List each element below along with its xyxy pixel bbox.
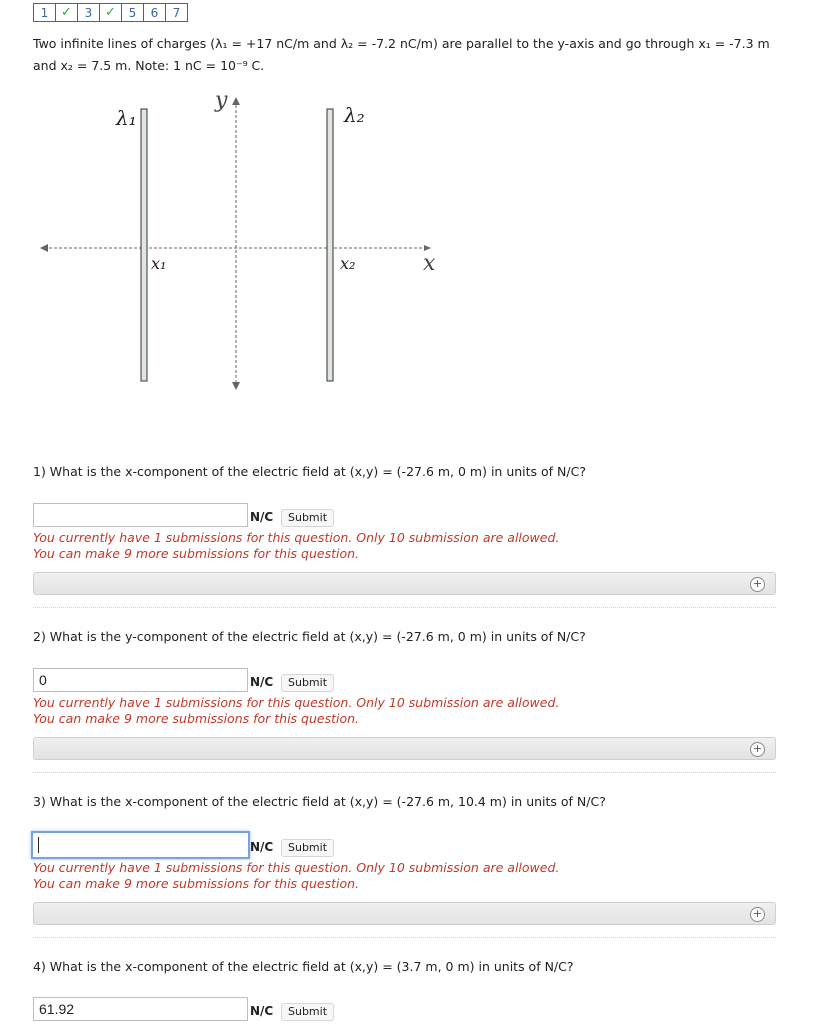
- question-3-submit-button[interactable]: Submit: [281, 839, 334, 857]
- x2-label: x₂: [340, 254, 356, 273]
- plus-icon[interactable]: +: [750, 742, 765, 757]
- question-4-unit: N/C: [250, 1004, 274, 1018]
- y-axis-down-arrow-icon: [232, 382, 240, 390]
- question-1-answer-input[interactable]: [33, 503, 248, 527]
- question-4-text: 4) What is the x-component of the electric field at (x,y) = (3.7 m, 0 m) in units of N/C?: [33, 959, 574, 974]
- question-2-submit-button[interactable]: Submit: [281, 674, 334, 692]
- question-2-text: 2) What is the y-component of the electric field at (x,y) = (-27.6 m, 0 m) in units of N/C?: [33, 629, 586, 644]
- line-charge-2: [327, 109, 333, 381]
- y-axis-up-arrow-icon: [232, 97, 240, 105]
- separator: [33, 937, 776, 938]
- lambda1-label: λ₁: [116, 106, 137, 130]
- x-axis-label: x: [423, 251, 436, 276]
- nav-question-1[interactable]: 1: [33, 3, 56, 22]
- text-caret: [38, 837, 39, 853]
- question-1-hint-bar[interactable]: [33, 572, 776, 595]
- question-3-unit: N/C: [250, 840, 274, 854]
- question-3-hint-bar[interactable]: [33, 902, 776, 925]
- separator: [33, 607, 776, 608]
- question-4-answer-input[interactable]: 61.92: [33, 997, 248, 1021]
- problem-statement: [33, 33, 793, 77]
- x-axis-left-arrow-icon: [40, 244, 48, 252]
- question-1-unit: N/C: [250, 510, 274, 524]
- question-3-text: 3) What is the x-component of the electric field at (x,y) = (-27.6 m, 10.4 m) in units of N/C?: [33, 794, 606, 809]
- lambda2-label: λ₂: [344, 103, 365, 127]
- question-1-submission-count: You currently have 1 submissions for this question. Only 10 submission are allowed.: [33, 530, 560, 545]
- nav-question-2-check-icon[interactable]: ✓: [55, 3, 78, 22]
- question-3-submission-count: You currently have 1 submissions for this question. Only 10 submission are allowed.: [33, 860, 560, 875]
- nav-question-6[interactable]: 6: [143, 3, 166, 22]
- question-2-hint-bar[interactable]: [33, 737, 776, 760]
- question-1-text: 1) What is the x-component of the electric field at (x,y) = (-27.6 m, 0 m) in units of N/C?: [33, 464, 586, 479]
- question-3-remaining-submissions: You can make 9 more submissions for this question.: [33, 876, 360, 891]
- question-2-submission-count: You currently have 1 submissions for this question. Only 10 submission are allowed.: [33, 695, 560, 710]
- problem-line-2: and x₂ = 7.5 m. Note: 1 nC = 10⁻⁹ C.: [33, 58, 265, 73]
- plus-icon[interactable]: +: [750, 907, 765, 922]
- problem-line-1: Two infinite lines of charges (λ₁ = +17 nC/m and λ₂ = -7.2 nC/m) are parallel to the y-axis and go through x₁ = -7.3 m: [33, 36, 770, 51]
- nav-question-7[interactable]: 7: [165, 3, 188, 22]
- nav-question-4-check-icon[interactable]: ✓: [99, 3, 122, 22]
- x1-label: x₁: [151, 254, 167, 273]
- y-axis-label: y: [215, 88, 228, 113]
- question-2-unit: N/C: [250, 675, 274, 689]
- separator: [33, 772, 776, 773]
- question-1-submit-button[interactable]: Submit: [281, 509, 334, 527]
- question-nav: [33, 3, 187, 22]
- nav-question-3[interactable]: 3: [77, 3, 100, 22]
- question-3-answer-input[interactable]: [31, 831, 250, 859]
- question-2-answer-input[interactable]: 0: [33, 668, 248, 692]
- nav-question-5[interactable]: 5: [121, 3, 144, 22]
- line-charge-1: [141, 109, 147, 381]
- question-1-remaining-submissions: You can make 9 more submissions for this question.: [33, 546, 360, 561]
- question-4-submit-button[interactable]: Submit: [281, 1003, 334, 1021]
- charge-lines-diagram: [30, 85, 450, 395]
- question-2-remaining-submissions: You can make 9 more submissions for this question.: [33, 711, 360, 726]
- plus-icon[interactable]: +: [750, 577, 765, 592]
